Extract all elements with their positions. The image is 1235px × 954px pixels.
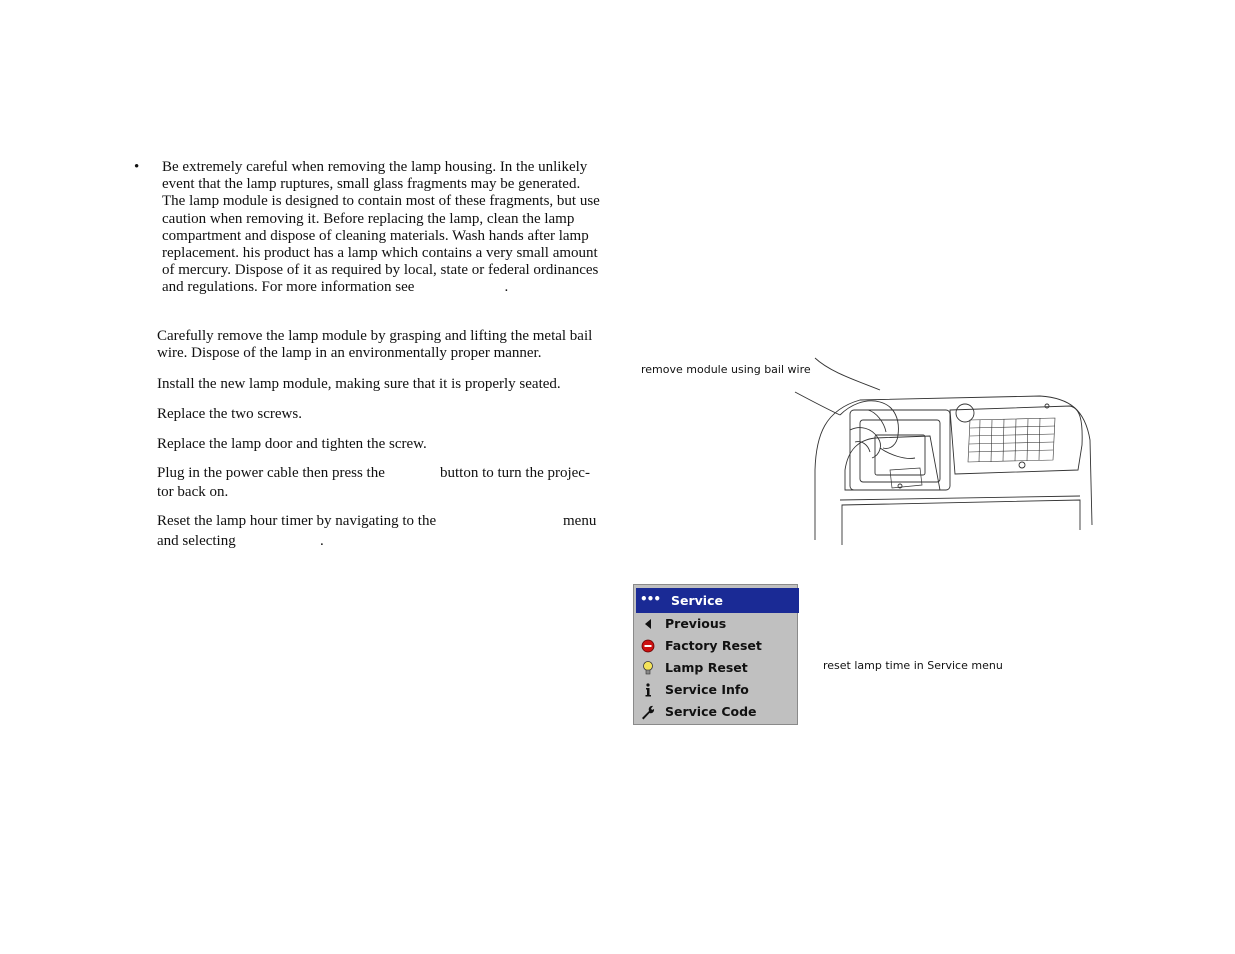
menu-item-factory-reset[interactable]	[634, 635, 797, 657]
menu-dots-icon: •••	[640, 592, 661, 606]
service-menu	[633, 584, 798, 725]
step-text: Carefully remove the lamp module by grasping and lifting the metal bail wire. Dispose of the lamp in an environmentally proper manner.	[157, 328, 593, 362]
step-text-part: menu	[563, 513, 597, 529]
bullet-tail: .	[504, 279, 509, 296]
wrench-icon	[640, 704, 656, 720]
menu-item-label: Service Code	[665, 704, 757, 719]
step-text-part: and selecting	[157, 533, 236, 550]
step-text-part: button to turn the projec-	[440, 465, 590, 481]
menu-item-previous[interactable]	[634, 613, 797, 635]
service-menu-title: Service	[671, 593, 723, 608]
menu-item-label: Service Info	[665, 682, 749, 697]
menu-item-label: Lamp Reset	[665, 660, 748, 675]
step-text: Replace the two screws.	[157, 406, 302, 422]
lightbulb-icon	[640, 660, 656, 676]
bullet-dot: •	[134, 159, 140, 175]
left-arrow-icon	[640, 616, 656, 632]
service-menu-header	[636, 588, 799, 613]
step-text-part: tor back on.	[157, 484, 229, 501]
bullet-paragraph: Be extremely careful when removing the lamp housing. In the unlikely event that the lamp ruptures, small glass fragments may be generated. The lamp module is designed to contain most of these fragments, but use caution when removing it. Before replacing the lamp, clean the lamp compartment and dispose of cleaning materials. Wash hands after lamp replacement. his product has a lamp which contains a very small amount of mercury. Dispose of it as required by local, state or federal ordinances and regulations. For more information see	[162, 159, 600, 296]
menu-item-service-code[interactable]	[634, 701, 797, 723]
bullet-text	[162, 159, 602, 297]
step-plug-power	[157, 465, 602, 501]
caption-reset-lamp: reset lamp time in Service menu	[823, 659, 1003, 672]
step-replace-door	[157, 436, 602, 453]
info-icon	[640, 682, 656, 698]
step-remove-module	[157, 328, 602, 362]
menu-item-label: Previous	[665, 616, 727, 631]
projector-lamp-illustration	[780, 350, 1100, 545]
menu-item-service-info[interactable]	[634, 679, 797, 701]
step-text: Replace the lamp door and tighten the screw.	[157, 436, 427, 452]
step-text-part: Reset the lamp hour timer by navigating to the	[157, 513, 437, 529]
step-text: Install the new lamp module, making sure that it is properly seated.	[157, 376, 561, 392]
stop-icon	[640, 638, 656, 654]
step-reset-timer	[157, 513, 602, 550]
menu-item-label: Factory Reset	[665, 638, 762, 653]
caption-bail-wire: remove module using bail wire	[641, 363, 811, 376]
step-install-module	[157, 376, 602, 393]
step-text-part: .	[320, 533, 324, 550]
menu-item-lamp-reset[interactable]	[634, 657, 797, 679]
step-text-part: Plug in the power cable then press the	[157, 465, 385, 481]
step-replace-screws	[157, 406, 602, 423]
